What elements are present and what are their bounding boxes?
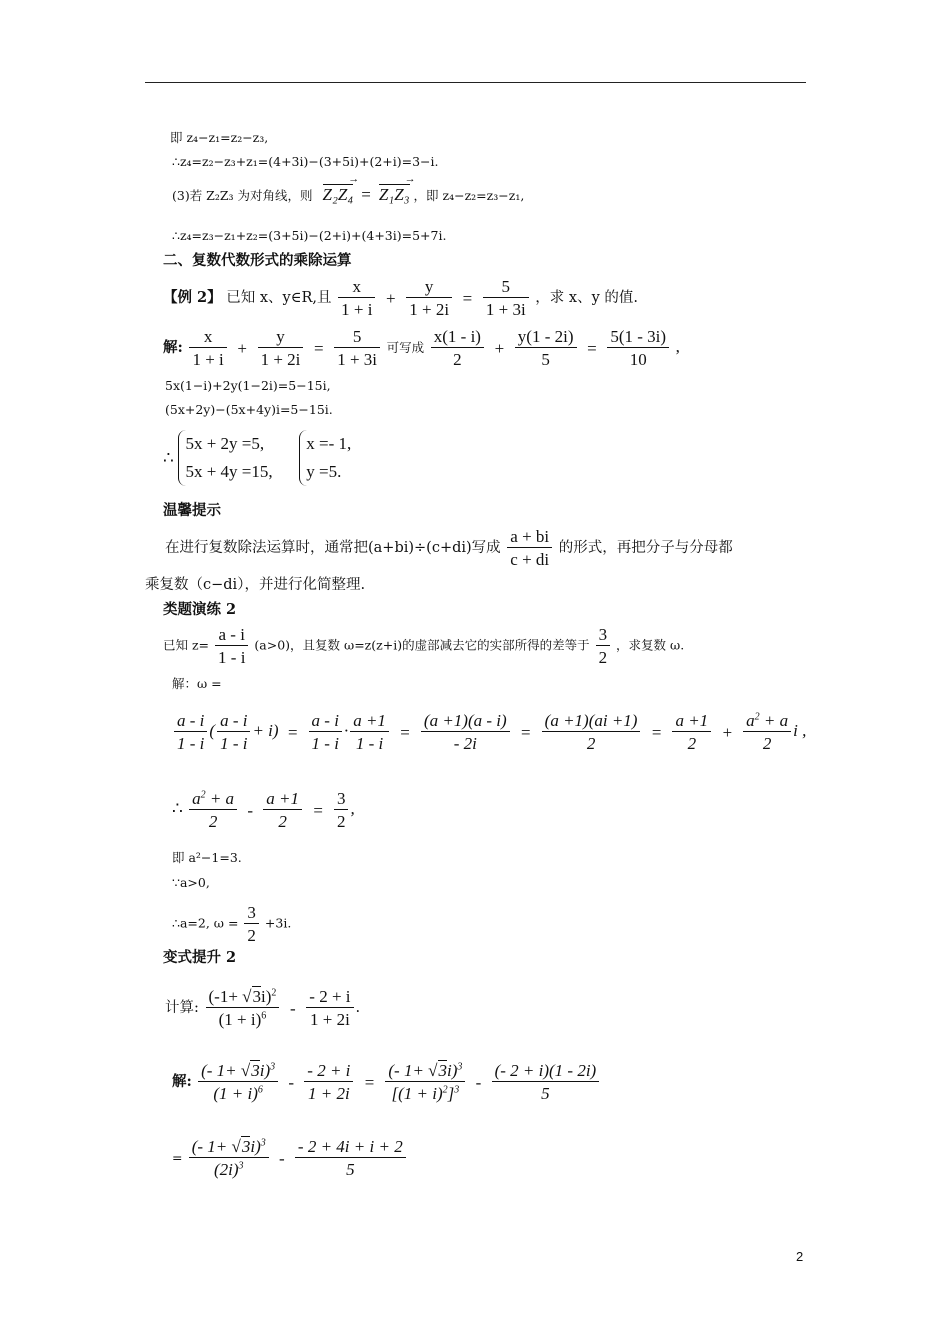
page-number: 2	[796, 1249, 804, 1264]
solution-1: 解: $\frac{x}{1 + i}$ + $\frac{y}{1 + 2i}$ = $\frac{5}{1 + 3i}$ 可写成 $\frac{x(1 - i)}{2}$ + $\frac{y(1 - 2i)}{5}$ = $\frac{5(1 - 3i)}{10}$ ,	[163, 327, 680, 369]
equation-line-1: 5x(1−i)+2y(1−2i)=5−15i,	[165, 378, 331, 393]
variant-title: 变式提升 2	[163, 949, 237, 966]
header-rule	[145, 82, 806, 83]
difference-equation: ∴ $\frac{a^2 + a}{2}$ - $\frac{a +1}{2}$ = $\frac{3}{2}$ ,	[172, 789, 355, 831]
because-line: ∵a>0,	[172, 875, 210, 890]
diagonal-text: (3)若 Z₂Z₃ 为对角线，则	[172, 188, 313, 203]
omega-expansion: $\frac{a - i}{1 - i}$ ( $\frac{a - i}{1 - i}$ + i) = $\frac{a - i}{1 - i}$ · $\frac{a +1}{1 - i}$ = $\frac{(a +1)(a - i)}{- 2i}$ = $\frac{(a +1)(ai +1)}{2}$ = $\frac{a +1}{2}$ + $\frac{a^2 + a}{2}$ i ,	[172, 712, 806, 752]
section-heading-2: 二、复数代数形式的乘除运算	[163, 252, 352, 269]
system-right: x =- 1, y =5.	[299, 430, 351, 486]
tip-line-2: 乘复数（c−di），并进行化简整理.	[145, 577, 366, 593]
vector-z2z4: Z₂Z₄ →	[323, 185, 354, 204]
equation-line-2: (5x+2y)−(5x+4y)i=5−15i.	[165, 402, 333, 417]
compute-problem: 计算: $\frac{(-1+ √3i)^2}{(1 + i)^6}$ - $\frac{- 2 + i}{1 + 2i}$ .	[165, 987, 361, 1029]
line-z4-relation: 即 z₄−z₁=z₂−z₃,	[170, 130, 269, 145]
drill-solution-label: 解：ω =	[172, 676, 222, 691]
tip-title: 温馨提示	[163, 502, 221, 519]
drill-line: 已知 z= $\frac{a - i}{1 - i}$ (a>0)，且复数 ω=z(z+i)的虚部减去它的实部所得的差等于 $\frac{3}{2}$ ，求复数 ω.	[163, 625, 685, 667]
example-end: ，求 x、y 的值.	[535, 290, 638, 306]
line-z4-result-2: ∴z₄=z₃−z₁+z₂=(3+5i)−(2+i)+(4+3i)=5+7i.	[172, 228, 447, 243]
final-answer: ∴a=2, ω = $\frac{3}{2}$ +3i.	[172, 903, 292, 945]
drill-title: 类题演练 2	[163, 601, 237, 618]
compute-solution-2: = $\frac{(- 1+ √3i)^3}{(2i)^3}$ - $\frac{- 2 + 4i + i + 2}{5}$	[172, 1138, 408, 1178]
vector-z1z3: Z₁Z₃ →	[379, 185, 410, 204]
rewrite-text: 可写成	[386, 340, 425, 355]
solution-label: 解:	[163, 339, 183, 356]
compute-solution-1: 解: $\frac{(- 1+ √3i)^3}{(1 + i)^6}$ - $\frac{- 2 + i}{1 + 2i}$ = $\frac{(- 1+ √3i)^3}{[(1 + i)^2]^3}$ - $\frac{(- 2 + i)(1 - 2i)}{5}$	[172, 1062, 601, 1102]
line-diagonal-case: (3)若 Z₂Z₃ 为对角线，则 Z₂Z₄ → = Z₁Z₃ → ，即 z₄−z₂=z₃−z₁,	[172, 184, 524, 203]
example-text: 已知 x、y∈R,且	[226, 290, 332, 306]
example-label: 【例 2】	[163, 289, 222, 306]
tip-line-1: 在进行复数除法运算时，通常把(a+bi)÷(c+di)写成 $\frac{a + bi}{c + di}$ 的形式，再把分子与分母都	[165, 527, 733, 569]
equation-system: ∴ 5x + 2y =5, 5x + 4y =15, x =- 1, y =5.	[163, 430, 373, 486]
example-2: 【例 2】 已知 x、y∈R,且 $\frac{x}{1 + i}$ + $\frac{y}{1 + 2i}$ = $\frac{5}{1 + 3i}$ ，求 x、y 的值.	[163, 277, 638, 319]
system-left: 5x + 2y =5, 5x + 4y =15,	[178, 430, 272, 486]
diagonal-text-2: ，即 z₄−z₂=z₃−z₁,	[413, 188, 525, 203]
a-squared-line: 即 a²−1=3.	[172, 850, 242, 865]
line-z4-result: ∴z₄=z₂−z₃+z₁=(4+3i)−(3+5i)+(2+i)=3−i.	[172, 154, 439, 169]
